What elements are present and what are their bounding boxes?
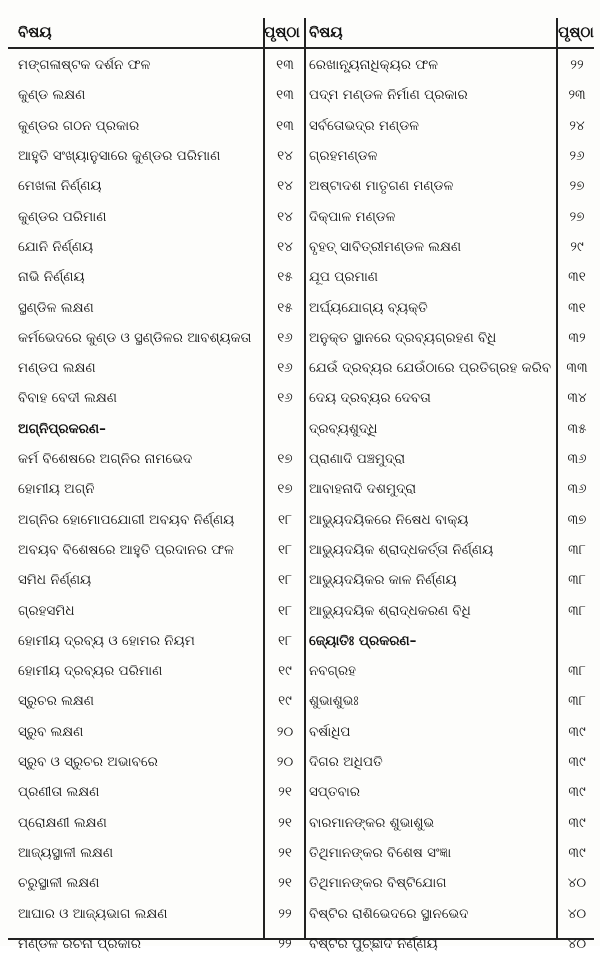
right-page: ୩୯ <box>568 844 586 861</box>
left-subject: ମଙ୍ଗଳାଷ୍ଟକ ଦର୍ଶନ ଫଳ <box>18 57 151 74</box>
left-subject: ହୋମୀୟ ଅଗ୍ନି <box>18 481 95 498</box>
right-page: ୩୫ <box>567 420 587 437</box>
right-subject: ଅର୍ଘ୍ୟଯୋଗ୍ୟ ବ୍ୟକ୍ତି <box>309 299 428 316</box>
right-subject: ଅନୁକ୍ତ ସ୍ଥାନରେ ଦ୍ରବ୍ୟଗ୍ରହଣ ବିଧି <box>309 329 497 346</box>
header-page-right: ପୃଷ୍ଠା <box>558 23 594 41</box>
right-page: ୩୬ <box>567 451 587 468</box>
right-page: ୨୩ <box>568 87 586 104</box>
right-subject: ଆଭ୍ୟୁଦୟିକର କାଳ ନିର୍ଣ୍ଣୟ <box>309 572 457 589</box>
right-subject: ପ୍ରାଣାଦି ପଞ୍ଚମୁଦ୍ରା <box>309 451 406 468</box>
left-subject: ସ୍ରୁଚର ଲକ୍ଷଣ <box>18 693 95 710</box>
header-subject-right: ବିଷୟ <box>309 23 343 41</box>
right-page: ୨୪ <box>569 117 585 134</box>
right-page: ୩୮ <box>568 693 586 710</box>
table-row <box>0 898 600 928</box>
table-row <box>0 777 600 807</box>
table-row <box>0 565 600 595</box>
table-row <box>0 747 600 777</box>
right-subject: ଗ୍ରହମଣ୍ଡଳ <box>309 148 378 165</box>
left-subject: ନାଭି ନିର୍ଣ୍ଣୟ <box>18 269 85 286</box>
left-subject: କର୍ମ ବିଶେଷରେ ଅଗ୍ନିର ନାମଭେଦ <box>18 451 193 468</box>
left-page: ୧୯ <box>278 693 292 710</box>
header-page-left: ପୃଷ୍ଠା <box>264 23 300 41</box>
right-subject: ଅଷ୍ଟାଦଶ ମାତୃଗଣ ମଣ୍ଡଳ <box>309 178 454 195</box>
left-page: ୧୫ <box>277 299 293 316</box>
left-page: ୨୧ <box>278 784 292 801</box>
left-subject: ଅବୟବ ବିଶେଷରେ ଆହୁତି ପ୍ରଦାନର ଫଳ <box>18 541 234 558</box>
right-subject: ବିଷ୍ଟିର ପୁଚ୍ଛାଦି ନିର୍ଣ୍ଣୟ <box>309 935 438 952</box>
left-page: ୧୩ <box>276 117 294 134</box>
left-page: ୨୨ <box>278 905 292 922</box>
right-page: ୩୧ <box>568 299 586 316</box>
right-subject: ଆଭ୍ୟୁଦୟିକରେ ନିଷେଧ ବାକ୍ୟ <box>309 511 469 528</box>
table-row <box>0 626 600 656</box>
table-row <box>0 535 600 565</box>
left-page: ୧୮ <box>277 572 293 589</box>
right-subject: ବର୍ଷାଧିପ <box>309 723 351 740</box>
table-row <box>0 414 600 444</box>
right-subject: ଆଭ୍ୟୁଦୟିକ ଶ୍ରାଦ୍ଧକର୍ତ୍ତା ନିର୍ଣ୍ଣୟ <box>309 541 494 558</box>
left-page: ୧୬ <box>277 390 293 407</box>
right-subject: ଦ୍ରବ୍ୟଶୁଦ୍ଧି <box>309 420 378 437</box>
left-subject: ମଣ୍ଡଳ ରଚନା ପ୍ରକାର <box>18 935 141 952</box>
table-row <box>0 323 600 353</box>
right-subject: ଯୂପ ପ୍ରମାଣ <box>309 269 379 286</box>
right-page: ୨୬ <box>569 148 585 165</box>
table-header <box>0 18 600 46</box>
left-subject: ସମିଧ ନିର୍ଣ୍ଣୟ <box>18 572 92 589</box>
left-page: ୧୮ <box>277 541 293 558</box>
right-subject: ଯେଉଁ ଦ୍ରବ୍ୟର ଯେଉଁଠାରେ ପ୍ରତିଗ୍ରହ କରିବ <box>309 360 552 377</box>
table-row <box>0 444 600 474</box>
left-page: ୧୬ <box>277 329 293 346</box>
left-subject: କୁଣ୍ଡ ଲକ୍ଷଣ <box>18 87 86 104</box>
left-page: ୧୮ <box>277 632 293 649</box>
left-page: ୨୧ <box>278 875 292 892</box>
right-page: ୩୧ <box>568 269 586 286</box>
right-page: ୩୬ <box>567 481 587 498</box>
header-rule <box>8 47 594 49</box>
table-row <box>0 717 600 747</box>
table-row <box>0 111 600 141</box>
table-row <box>0 686 600 716</box>
right-subject: ରେଖାନ୍ୟୂନାଧିକ୍ୟର ଫଳ <box>309 57 438 74</box>
left-page: ୧୮ <box>277 511 293 528</box>
right-subject: ଦିଗର ଅଧିପତି <box>309 754 383 771</box>
left-subject: ବିବାହ ବେଦୀ ଲକ୍ଷଣ <box>18 390 118 407</box>
left-page: ୨୦ <box>276 754 294 771</box>
right-page: ୪୦ <box>567 875 587 892</box>
left-subject: ପ୍ରୋକ୍ଷଣୀ ଲକ୍ଷଣ <box>18 814 107 831</box>
table-row <box>0 474 600 504</box>
left-subject: ଯୋନି ନିର୍ଣ୍ଣୟ <box>18 238 94 255</box>
right-page: ୩୮ <box>568 663 586 680</box>
header-subject-left: ବିଷୟ <box>18 23 52 41</box>
right-subject: ବୃହତ୍ ସାବିତ୍ରୀମଣ୍ଡଳ ଲକ୍ଷଣ <box>309 238 462 255</box>
left-page: ୧୪ <box>277 148 293 165</box>
right-subject: ସପ୍ତବାର <box>309 784 361 801</box>
right-page: ୩୪ <box>567 390 587 407</box>
left-page: ୧୩ <box>276 57 294 74</box>
left-page: ୧୫ <box>277 269 293 286</box>
table-row <box>0 80 600 110</box>
right-page: ୩୮ <box>568 602 586 619</box>
table-row <box>0 232 600 262</box>
right-subject: ତିଥିମାନଙ୍କର ବିଷ୍ଟିଯୋଗ <box>309 875 447 892</box>
left-page: ୧୯ <box>278 663 292 680</box>
left-subject: ମେଖଳା ନିର୍ଣ୍ଣୟ <box>18 178 102 195</box>
left-page: ୧୮ <box>277 602 293 619</box>
table-row <box>0 505 600 535</box>
left-subject: ଚରୁସ୍ଥାଳୀ ଲକ୍ଷଣ <box>18 875 100 892</box>
left-subject: ହୋମୀୟ ଦ୍ରବ୍ୟର ପରିମାଣ <box>18 663 163 680</box>
left-subject: ସ୍ରୁବ ଓ ସ୍ରୁଚର ଅଭାବରେ <box>18 754 158 771</box>
left-subject: ହୋମୀୟ ଦ୍ରବ୍ୟ ଓ ହୋମର ନିୟମ <box>18 632 195 649</box>
left-subject: ମଣ୍ଡପ ଲକ୍ଷଣ <box>18 360 96 377</box>
table-row <box>0 383 600 413</box>
left-subject: ଆହୁତି ସଂଖ୍ୟାନୁସାରେ କୁଣ୍ଡର ପରିମାଣ <box>18 148 221 165</box>
right-page: ୪୦ <box>567 905 587 922</box>
right-subject: ଆବାହନାଦି ଦଶମୁଦ୍ରା <box>309 481 417 498</box>
left-page: ୧୭ <box>277 481 293 498</box>
right-page: ୪୦ <box>567 935 587 952</box>
right-page: ୨୭ <box>569 208 585 225</box>
table-row <box>0 262 600 292</box>
left-subject: ଗ୍ରହସମିଧ <box>18 602 75 619</box>
right-page: ୩୯ <box>568 754 586 771</box>
right-page: ୩୯ <box>568 814 586 831</box>
left-subject: ପ୍ରଣୀତା ଲକ୍ଷଣ <box>18 784 100 801</box>
left-page: ୨୧ <box>278 814 292 831</box>
left-subject: କର୍ମଭେଦରେ କୁଣ୍ଡ ଓ ସ୍ଥଣ୍ଡିଳର ଆବଶ୍ୟକତା <box>18 329 252 346</box>
right-subject: ଶୁଭାଶୁଭଃ <box>309 693 359 710</box>
table-row <box>0 808 600 838</box>
right-page: ୩୯ <box>568 784 586 801</box>
table-row <box>0 353 600 383</box>
right-page: ୨୨ <box>570 57 584 74</box>
right-page: ୩୭ <box>567 511 587 528</box>
table-row <box>0 202 600 232</box>
left-page: ୧୭ <box>277 451 293 468</box>
right-subject: ପଦ୍ମ ମଣ୍ଡଳ ନିର୍ମାଣ ପ୍ରକାର <box>309 87 468 104</box>
left-page: ୧୪ <box>277 208 293 225</box>
left-subject: ସ୍ଥଣ୍ଡିଳ ଲକ୍ଷଣ <box>18 299 94 316</box>
left-subject: ଅଗ୍ନିପ୍ରକରଣ– <box>18 420 106 437</box>
left-subject: ଆଜ୍ୟସ୍ଥାଳୀ ଲକ୍ଷଣ <box>18 844 114 861</box>
right-page: ୩୨ <box>568 329 586 346</box>
left-subject: ଆଘାର ଓ ଆଜ୍ୟଭାଗ ଲକ୍ଷଣ <box>18 905 168 922</box>
right-page: ୩୯ <box>568 723 586 740</box>
table-row <box>0 929 600 959</box>
left-page: ୧୪ <box>277 238 293 255</box>
right-subject: ବାରମାନଙ୍କର ଶୁଭାଶୁଭ <box>309 814 435 831</box>
right-subject: ନବଗ୍ରହ <box>309 663 356 680</box>
left-page: ୧୪ <box>277 178 293 195</box>
left-page: ୧୩ <box>276 87 294 104</box>
right-subject: ଦେୟ ଦ୍ରବ୍ୟର ଦେବତା <box>309 390 431 407</box>
table-row <box>0 292 600 322</box>
table-row <box>0 868 600 898</box>
table-row <box>0 595 600 625</box>
left-subject: ଅଗ୍ନିର ହୋମୋପଯୋଗୀ ଅବୟବ ନିର୍ଣ୍ଣୟ <box>18 511 235 528</box>
table-row <box>0 171 600 201</box>
right-subject: ବିଷ୍ଟିର ରାଶିଭେଦରେ ସ୍ଥାନଭେଦ <box>309 905 469 922</box>
right-page: ୨୯ <box>570 238 584 255</box>
right-subject: ତିଥିମାନଙ୍କର ବିଶେଷ ସଂଜ୍ଞା <box>309 844 452 861</box>
table-row <box>0 141 600 171</box>
table-row <box>0 50 600 80</box>
right-page: ୨୭ <box>569 178 585 195</box>
left-subject: କୁଣ୍ଡର ଗଠନ ପ୍ରକାର <box>18 117 140 134</box>
right-subject: ଆଭ୍ୟୁଦୟିକ ଶ୍ରାଦ୍ଧକରଣ ବିଧି <box>309 602 471 619</box>
left-page: ୨୨ <box>278 935 292 952</box>
left-page: ୨୧ <box>278 844 292 861</box>
right-subject: ଜ୍ୟୋତିଃ ପ୍ରକରଣ– <box>309 632 417 649</box>
left-page: ୨୦ <box>276 723 294 740</box>
right-page: ୩୩ <box>566 360 588 377</box>
right-subject: ଦିକ୍‌ପାଳ ମଣ୍ଡଳ <box>309 208 396 225</box>
table-row <box>0 656 600 686</box>
left-subject: ସ୍ରୁବ ଲକ୍ଷଣ <box>18 723 84 740</box>
right-page: ୩୮ <box>568 541 586 558</box>
table-row <box>0 838 600 868</box>
right-page: ୩୮ <box>568 572 586 589</box>
right-subject: ସର୍ବତୋଭଦ୍ର ମଣ୍ଡଳ <box>309 117 419 134</box>
left-subject: କୁଣ୍ଡର ପରିମାଣ <box>18 208 107 225</box>
left-page: ୧୬ <box>277 360 293 377</box>
